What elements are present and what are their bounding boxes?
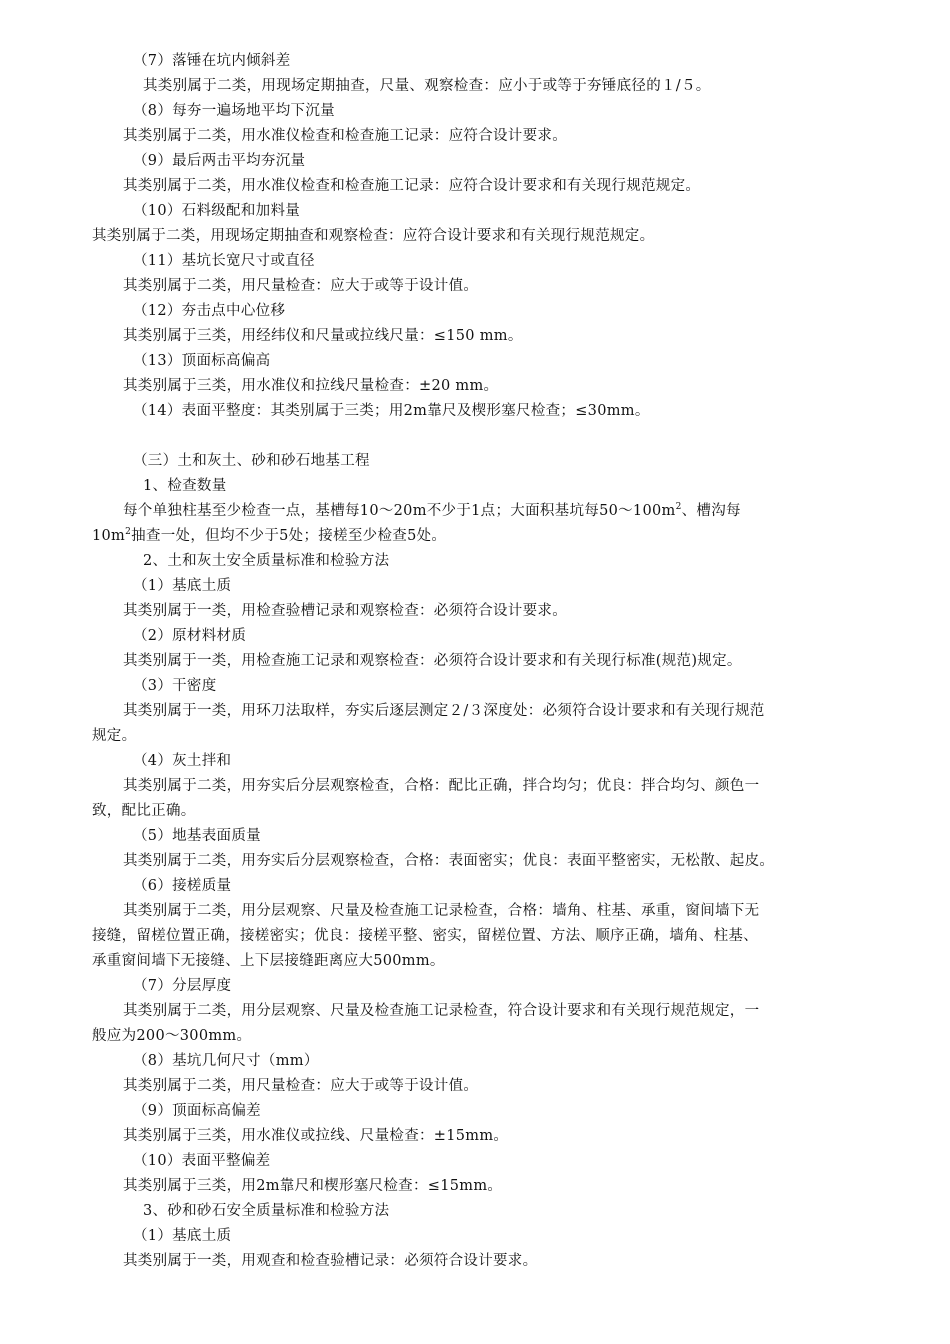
subsection-heading: 1、检查数量 bbox=[143, 478, 227, 494]
item-heading: （2）原材料材质 bbox=[133, 628, 247, 644]
item-heading: （6）接槎质量 bbox=[133, 878, 232, 894]
paragraph: 其类别属于一类，用观查和检查验槽记录：必须符合设计要求。 bbox=[123, 1253, 538, 1269]
paragraph: 其类别属于二类，用分层观察、尺量及检查施工记录检查，符合设计要求和有关现行规范规定，一 bbox=[123, 1003, 760, 1019]
section-heading: （三）土和灰土、砂和砂石地基工程 bbox=[133, 453, 370, 469]
item-heading: （14）表面平整度：其类别属于三类；用2m靠尺及楔形塞尺检查；≤30mm。 bbox=[133, 403, 650, 419]
paragraph: 其类别属于二类，用水准仪检查和检查施工记录：应符合设计要求。 bbox=[123, 128, 567, 144]
paragraph: 承重窗间墙下无接缝、上下层接缝距离应大500mm。 bbox=[92, 953, 445, 969]
paragraph: 其类别属于三类，用水准仪和拉线尺量检查：±20 mm。 bbox=[123, 378, 499, 394]
paragraph: 规定。 bbox=[92, 728, 137, 744]
item-heading: （11）基坑长宽尺寸或直径 bbox=[133, 253, 315, 269]
paragraph: 其类别属于二类，用现场定期抽查，尺量、观察检查：应小于或等于夯锤底径的１/５。 bbox=[143, 78, 711, 94]
item-heading: （9）顶面标高偏差 bbox=[133, 1103, 261, 1119]
item-heading: （4）灰土拌和 bbox=[133, 753, 232, 769]
paragraph: 其类别属于二类，用现场定期抽查和观察检查：应符合设计要求和有关现行规范规定。 bbox=[92, 228, 655, 244]
item-heading: （12）夯击点中心位移 bbox=[133, 303, 286, 319]
item-heading: （1）基底土质 bbox=[133, 578, 232, 594]
item-heading: （13）顶面标高偏高 bbox=[133, 353, 271, 369]
subsection-heading: 2、土和灰土安全质量标准和检验方法 bbox=[143, 553, 390, 569]
paragraph: 其类别属于二类，用夯实后分层观察检查，合格：配比正确，拌合均匀；优良：拌合均匀、颜色一 bbox=[123, 778, 760, 794]
item-heading: （3）干密度 bbox=[133, 678, 217, 694]
item-heading: （10）表面平整偏差 bbox=[133, 1153, 271, 1169]
paragraph: 其类别属于三类，用2m靠尺和楔形塞尺检查：≤15mm。 bbox=[123, 1178, 503, 1194]
paragraph: 其类别属于二类，用尺量检查：应大于或等于设计值。 bbox=[123, 1078, 479, 1094]
paragraph: 致，配比正确。 bbox=[92, 803, 196, 819]
paragraph: 其类别属于三类，用水准仪或拉线、尺量检查：±15mm。 bbox=[123, 1128, 509, 1144]
item-heading: （7）分层厚度 bbox=[133, 978, 232, 994]
paragraph: $10m^2$抽查一处，但均不少于5处；接槎至少检查5处。 bbox=[92, 527, 447, 544]
paragraph: 般应为200～300mm。 bbox=[92, 1028, 252, 1044]
paragraph: 接缝，留槎位置正确，接槎密实；优良：接槎平整、密实，留槎位置、方法、顺序正确，墙角、柱基、 bbox=[92, 928, 758, 944]
paragraph: 其类别属于一类，用检查验槽记录和观察检查：必须符合设计要求。 bbox=[123, 603, 567, 619]
paragraph: 其类别属于二类，用分层观察、尺量及检查施工记录检查，合格：墙角、柱基、承重，窗间墙下无 bbox=[123, 903, 760, 919]
paragraph: 其类别属于一类，用检查施工记录和观察检查：必须符合设计要求和有关现行标准(规范)规定。 bbox=[123, 653, 742, 669]
item-heading: （10）石料级配和加料量 bbox=[133, 203, 301, 219]
subsection-heading: 3、砂和砂石安全质量标准和检验方法 bbox=[143, 1203, 390, 1219]
paragraph: 每个单独柱基至少检查一点，基槽每10～20m不少于1点；大面积基坑每$50\sim 100m^2$、槽沟每 bbox=[123, 502, 741, 519]
item-heading: （8）基坑几何尺寸（mm） bbox=[133, 1053, 319, 1069]
item-heading: （9）最后两击平均夯沉量 bbox=[133, 153, 306, 169]
paragraph: 其类别属于二类，用水准仪检查和检查施工记录：应符合设计要求和有关现行规范规定。 bbox=[123, 178, 701, 194]
item-heading: （7）落锤在坑内倾斜差 bbox=[133, 53, 291, 69]
paragraph: 其类别属于二类，用尺量检查：应大于或等于设计值。 bbox=[123, 278, 479, 294]
item-heading: （5）地基表面质量 bbox=[133, 828, 261, 844]
item-heading: （8）每夯一遍场地平均下沉量 bbox=[133, 103, 335, 119]
paragraph: 其类别属于一类，用环刀法取样，夯实后逐层测定２/３深度处：必须符合设计要求和有关现行规范 bbox=[123, 703, 765, 719]
paragraph: 其类别属于三类，用经纬仪和尺量或拉线尺量：≤150 mm。 bbox=[123, 328, 523, 344]
item-heading: （1）基底土质 bbox=[133, 1228, 232, 1244]
paragraph: 其类别属于二类，用夯实后分层观察检查，合格：表面密实；优良：表面平整密实，无松散、起皮。 bbox=[123, 853, 775, 869]
